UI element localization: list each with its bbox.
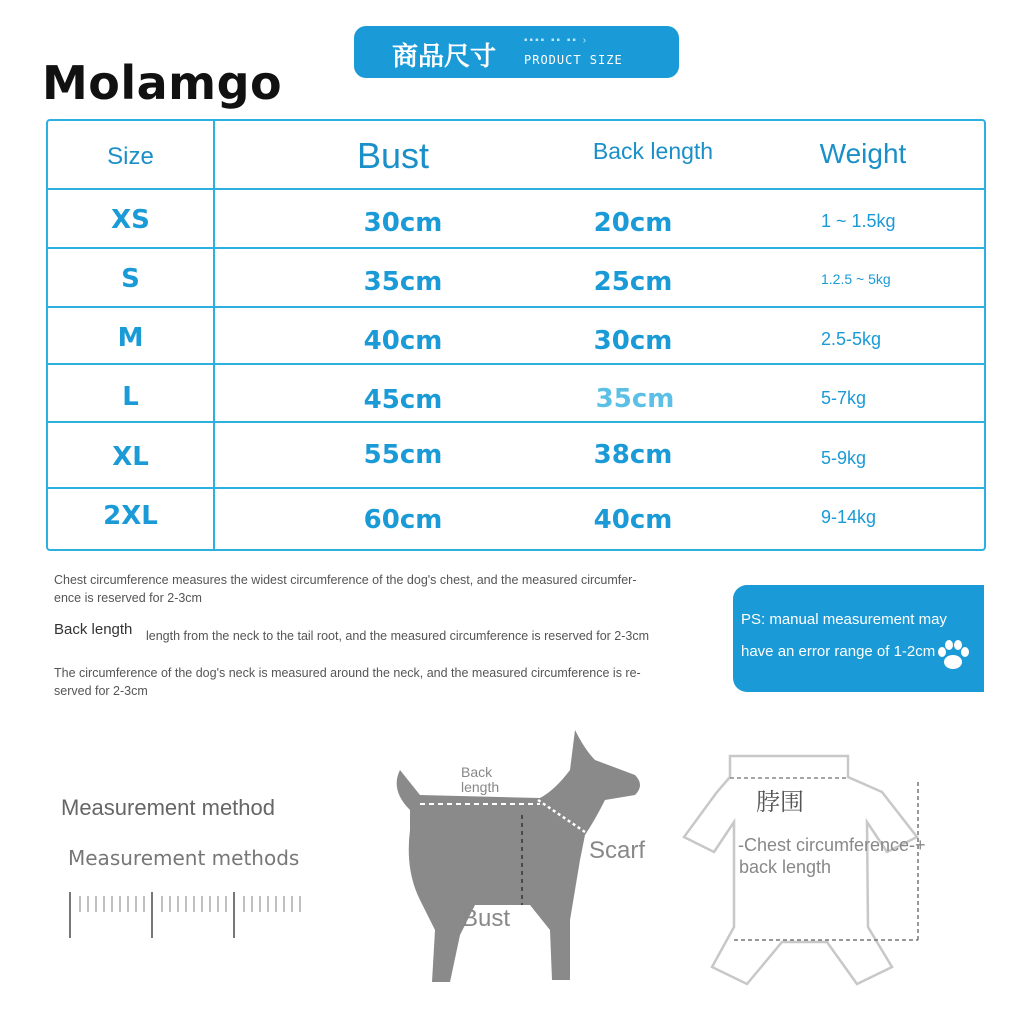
back-length-cell: 25cm [593, 267, 673, 297]
header-back-length: Back length [592, 138, 714, 164]
back-length-cell: 35cm [595, 384, 675, 414]
note-back-label: Back length [54, 621, 133, 638]
note-neck-line1: The circumference of the dog's neck is measured around the neck, and the measured circumference is re- [54, 666, 641, 680]
size-cell: XS [111, 205, 150, 235]
bust-cell: 55cm [363, 440, 443, 470]
header-size: Size [107, 143, 154, 170]
bust-cell: 30cm [363, 208, 443, 238]
header-bust: Bust [356, 135, 430, 176]
header-weight: Weight [819, 138, 907, 169]
note-chest-line1: Chest circumference measures the widest circumference of the dog's chest, and the measured circumfer- [54, 573, 637, 587]
ps-line1: PS: manual measurement may [741, 611, 947, 628]
table-divider [48, 487, 984, 489]
back-length-cell: 30cm [593, 326, 673, 356]
weight-cell: 5-7kg [821, 388, 867, 408]
size-cell: S [121, 264, 140, 294]
back-length-cell: 40cm [593, 505, 673, 535]
measurement-method-label: Measurement method [61, 795, 275, 820]
note-chest [54, 571, 714, 607]
bust-cell: 40cm [363, 326, 443, 356]
back-length-cell: 38cm [593, 440, 673, 470]
size-cell: XL [112, 442, 149, 472]
shirt-chest-label: -Chest circumference-+ [738, 835, 926, 855]
weight-cell: 1 ~ 1.5kg [821, 211, 896, 231]
table-divider [48, 421, 984, 423]
weight-cell: 2.5-5kg [821, 329, 882, 349]
shirt-neck-label-cn: 脖围 [756, 788, 804, 816]
size-cell: M [117, 323, 144, 353]
product-size-banner [354, 26, 679, 78]
weight-cell: 5-9kg [821, 448, 867, 468]
banner-title-en: PRODUCT SIZE [524, 53, 623, 67]
note-back-text: length from the neck to the tail root, and the measured circumference is reserved for 2-3cm [146, 629, 650, 643]
brand-logo: Molamgo [42, 56, 283, 110]
bust-cell: 60cm [363, 505, 443, 535]
back-length-cell: 20cm [593, 208, 673, 238]
banner-title-cn: 商品尺寸 [392, 42, 497, 72]
bust-cell: 35cm [363, 267, 443, 297]
ps-line2: have an error range of 1-2cm [741, 643, 936, 660]
weight-cell: 9-14kg [821, 507, 877, 527]
table-divider [48, 247, 984, 249]
note-neck [54, 664, 714, 700]
banner-decoration: ▪▪▪▪ ▪▪ ▪▪ › [524, 35, 589, 46]
note-chest-line2: ence is reserved for 2-3cm [54, 591, 202, 605]
dog-scarf-label: Scarf [589, 837, 646, 864]
shirt-back-length-label: back length [739, 857, 832, 877]
size-cell: L [122, 382, 139, 412]
table-divider [48, 188, 984, 190]
paw-icon [933, 635, 973, 675]
note-neck-line2: served for 2-3cm [54, 684, 148, 698]
tape-measure-icon [66, 890, 316, 942]
measurement-methods-label: Measurement methods [68, 846, 300, 870]
size-table [46, 119, 986, 551]
size-cell: 2XL [103, 501, 158, 531]
dog-back-length-label: Back length [461, 764, 500, 795]
weight-cell: 1.2.5 ~ 5kg [821, 271, 891, 287]
table-column-divider [213, 121, 215, 551]
dog-bust-label: Bust [462, 905, 511, 932]
table-divider [48, 306, 984, 308]
bust-cell: 45cm [363, 385, 443, 415]
ps-note-box [733, 585, 984, 692]
table-divider [48, 363, 984, 365]
